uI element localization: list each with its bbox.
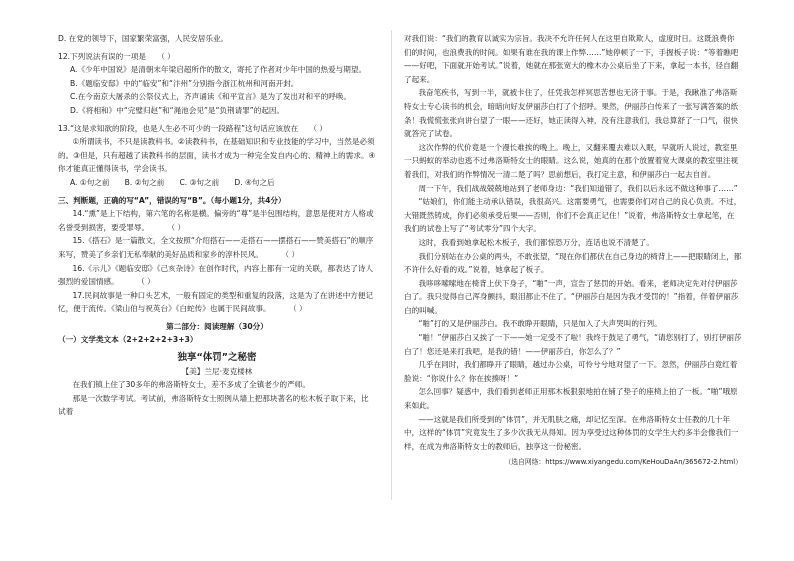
- story-paragraph-12: “啪！”伊丽莎白又挨了一下——她一定受不了啦！我终于鼓足了勇气，“请您别打了，别打伊丽莎白了！您还是来打我吧，是我的错！——伊丽莎白，你怎么了？”: [404, 333, 742, 356]
- q12-option-d: D.《将相和》中“完璧归赵”和“渑池会见”是“负荆请罪”的起因。: [70, 105, 285, 115]
- story-paragraph-14: 怎么回事？疑惑中，我们看到老师正用那木板狠狠地拍在铺了垫子的座椅上拍了一板。“啪”哦原来如此。: [404, 387, 738, 411]
- q13-passage: ①所谓读书，不只是读教科书。②读教科书，在基础知识和专业技能的学习中，当然是必须的。③但是，只有超越了读教科书的层面，读书才成为一种完全发自内心的、精神上的需求。④你才能真正懂得读书，学会读书。: [58, 137, 376, 174]
- story-paragraph-13: 几乎在同时，我们都睁开了眼睛，越过办公桌，可怜兮兮地对望了一下。忽然，伊丽莎白竟红着脸说：“你说什么？你在挨揍呀！”: [404, 360, 738, 383]
- q12-stem: 12.下列说法有误的一项是 （ ）: [58, 51, 175, 61]
- q13-stem: 13.“这是求知欲的阶段，也是人生必不可少的一段路程”这句话应该放在 （ ）: [58, 123, 327, 133]
- subsection-literary-text: （一）文学类文本（2+2+2+2+3+3）: [58, 335, 198, 345]
- q12-option-a: A.《少年中国说》是清朝末年梁启超所作的散文，寄托了作者对少年中国的热爱与期望。: [70, 65, 367, 75]
- story-paragraph-15: ——这就是我们所受到的“体罚”，并无肌肤之痛，却记忆至深。在弗洛斯特女士任教的几十年中，这样的“体罚”究竟发生了多少次我无从得知。因为享受过这种体罚的女学生大约多半会像我们一样，在成为弗洛斯特女士的教师后，独享这一份秘密。: [404, 414, 739, 451]
- story-paragraph-9: 我们分别站在办公桌的两头，不敢张望，“现在你们都伏在自己身边的椅背上——把眼睛闭上，都不许什么好看的戏。”说着，她拿起了板子。: [404, 251, 742, 275]
- story-paragraph-3: 对我们说：“我们的教育以诚实为宗旨。我决不允许任何人在这里自欺欺人，虚度时日。这既浪费你们的时间，也浪费我的时间。如果有谁在我的课上作弊……”她停顿了一下，手握板子说：“等着瞧吧——好吧，下面就开始考试。”说着，她就在那张宽大的橡木办公桌后坐了下来，拿起一本书，径自翻了起来。: [404, 34, 739, 84]
- story-author: 【美】兰尼·麦克楼林: [181, 366, 253, 376]
- story-paragraph-7: “姑娘们，你们能主动承认错误，我很高兴。这需要勇气，也需要你们对自己的良心负责。不过，大错既然铸成，你们必须承受后果——否则，你们不会真正记住！”说着，弗洛斯特女士拿起笔，在我们的试卷上写了“考试零分”四个大字。: [404, 197, 742, 234]
- q12-option-c: C.在今南京大屠杀的公祭仪式上，齐声诵读《和平宣言》是为了发出对和平的呼唤。: [70, 92, 352, 102]
- part-2-heading: 第二部分：阅读理解（30分）: [166, 321, 268, 331]
- story-paragraph-1: 在我们镇上住了30多年的弗洛斯特女士，差不多成了全镇老少的严师。: [72, 380, 310, 390]
- story-paragraph-4: 我奋笔疾书，写到一半，就被卡住了，任凭我怎样冥思苦想也无济于事。于是，我瞅准了弗洛斯特女士专心读书的机会，暗暗向好友伊丽莎白打了个招呼。果然，伊丽莎白传来了一张写满答案的纸条！我慌慌张张向讲台望了一眼——还好，她正读得入神，没有注意我们，我总算舒了一口气，很快就答完了试卷。: [404, 88, 739, 139]
- q17: 17.民间故事是一种口头艺术，一般有固定的类型和重复的段落，这是为了在讲述中方便记忆，便于流传。《梁山伯与祝英台》《白蛇传》也属于民间故事。 （ ）: [58, 290, 374, 314]
- q15: 15.《搭石》是一篇散文，全文按照“介绍搭石——走搭石——摆搭石——赞美搭石”的顺序来写，赞美了乡亲们无私奉献的美好品质和家乡的淳朴民风。 （ ）: [58, 236, 374, 259]
- q16: 16.《示儿》《题临安邸》《己亥杂诗》在创作时代，内容上都有一定的关联，都表达了诗人强烈的爱国情感。 （ ）: [58, 263, 374, 287]
- story-title: 独享“体罚”之秘密: [177, 352, 257, 364]
- q11-option-d: D. 在党的领导下，国家繁荣富强，人民安居乐业。: [58, 34, 229, 43]
- q13-options: A. ①句之前 B. ②句之前 C. ③句之前 D. ④句之后: [70, 177, 275, 187]
- left-column: [58, 32, 376, 419]
- story-paragraph-5: 这次作弊的代价竟是一个漫长难挨的晚上。晚上，又翻来覆去难以入眠，早就听人说过，教室里一只蚂蚁的举动也逃不过弗洛斯特女士的眼睛。这么说，她真的在那个放置着宽大课桌的教室里注视着我们，对我们的作弊情况一清二楚了吗？思前想后，我打定主意，和伊丽莎白一起去自首。: [404, 142, 739, 179]
- column-divider: [391, 30, 392, 500]
- section-3-heading: 三、判断题，正确的写“A”，错误的写“B”。（每小题1分，共4分）: [58, 195, 286, 205]
- story-paragraph-2: 那是一次数学考试。考试前，弗洛斯特女士照例从墙上把那块著名的松木板子取下来，比试着: [58, 393, 369, 417]
- story-paragraph-10: 我哆哆嗦嗦地在椅背上伏下身子，“啪”一声，宣告了惩罚的开始。看来，老师决定先对付伊丽莎白了。我只觉得自己浑身颤抖，眼泪都止不住了。“伊丽莎白是因为我才受罚的！”指着，伴着伊丽莎白的叫喊。: [404, 278, 739, 315]
- q12-option-b: B.《题临安邸》中的“临安”和“汴州”分别指今浙江杭州和河南开封。: [70, 78, 299, 88]
- right-column: [404, 32, 742, 470]
- story-paragraph-11: “啪”打的又是伊丽莎白。我不敢睁开眼睛，只是加入了大声哭叫的行列。: [418, 319, 662, 329]
- story-source: （选自网络：https://www.xiyangedu.com/KeHouDaAn/365672-2.html）: [504, 458, 742, 467]
- story-paragraph-8: 这时，我看到她拿起松木板子，我们都惊恐万分，连话也说不清楚了。: [418, 237, 654, 247]
- q14: 14.“熏”是上下结构，第六笔的名称是横。偏旁的“尊”是半包围结构，意思是使对方人格或名誉受到损害，要受罪辱。 （ ）: [58, 209, 374, 232]
- story-paragraph-6: 周一下午，我们战战兢兢地站到了老师身边：“我们知道错了，我们以后永远不做这种事了……”: [418, 183, 738, 193]
